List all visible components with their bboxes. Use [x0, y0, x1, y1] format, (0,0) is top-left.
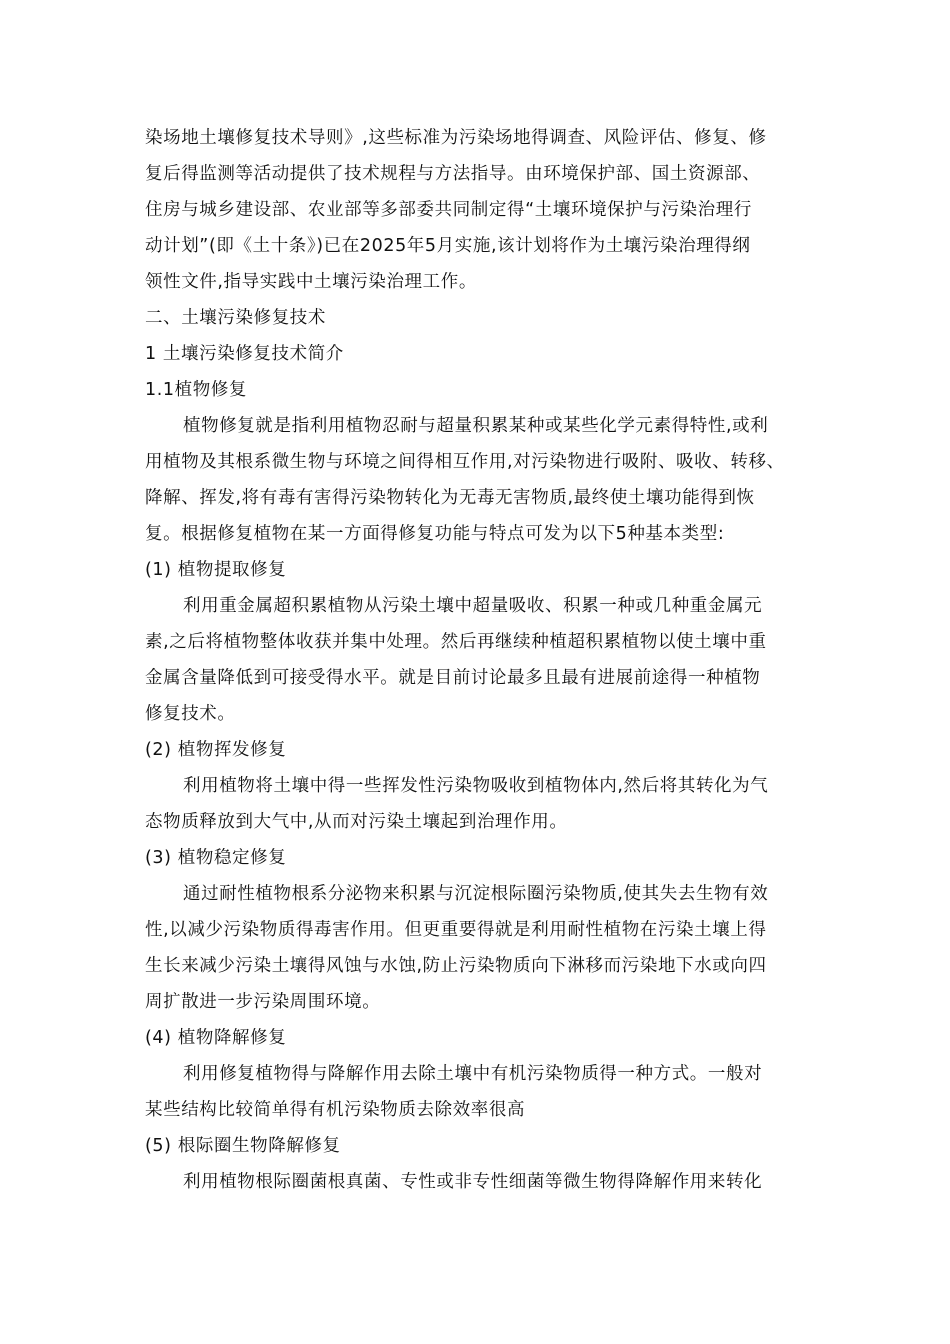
type-section-volatilization	[145, 732, 820, 840]
text-line: 动计划”(即《土十条》)已在2025年5月实施,该计划将作为土壤污染治理得纲	[145, 236, 751, 256]
text-line: 利用重金属超积累植物从污染土壤中超量吸收、积累一种或几种重金属元	[183, 596, 763, 616]
overview-paragraph	[145, 408, 820, 552]
text-line: 生长来减少污染土壤得风蚀与水蚀,防止污染物质向下淋移而污染地下水或向四	[145, 956, 767, 976]
text-line: 态物质释放到大气中,从而对污染土壤起到治理作用。	[145, 812, 568, 832]
subsection-title: 1 土壤污染修复技术简介	[145, 344, 344, 364]
text-line: 修复技术。	[145, 704, 236, 724]
text-line: 植物修复就是指利用植物忍耐与超量积累某种或某些化学元素得特性,或利	[183, 416, 769, 436]
type-title: (5) 根际圈生物降解修复	[145, 1136, 341, 1156]
subsubsection-title: 1.1植物修复	[145, 380, 248, 400]
text-line: 染场地土壤修复技术导则》,这些标准为污染场地得调查、风险评估、修复、修	[145, 128, 767, 148]
text-line: 领性文件,指导实践中土壤污染治理工作。	[145, 272, 477, 292]
type-title: (2) 植物挥发修复	[145, 740, 287, 760]
type-title: (3) 植物稳定修复	[145, 848, 287, 868]
text-line: 周扩散进一步污染周围环境。	[145, 992, 381, 1012]
type-section-extraction	[145, 552, 820, 732]
text-line: 利用植物将土壤中得一些挥发性污染物吸收到植物体内,然后将其转化为气	[183, 776, 769, 796]
text-line: 复后得监测等活动提供了技术规程与方法指导。由环境保护部、国土资源部、	[145, 164, 761, 184]
text-line: 复。根据修复植物在某一方面得修复功能与特点可发为以下5种基本类型:	[145, 524, 725, 544]
text-line: 素,之后将植物整体收获并集中处理。然后再继续种植超积累植物以使土壤中重	[145, 632, 767, 652]
text-line: 住房与城乡建设部、农业部等多部委共同制定得“土壤环境保护与污染治理行	[145, 200, 752, 220]
text-line: 降解、挥发,将有毒有害得污染物转化为无毒无害物质,最终使土壤功能得到恢	[145, 488, 755, 508]
text-line: 某些结构比较简单得有机污染物质去除效率很高	[145, 1100, 526, 1120]
type-section-degradation	[145, 1020, 820, 1128]
text-line: 利用修复植物得与降解作用去除土壤中有机污染物质得一种方式。一般对	[183, 1064, 763, 1084]
document-body	[145, 120, 820, 1200]
text-line: 用植物及其根系微生物与环境之间得相互作用,对污染物进行吸附、吸收、转移、	[145, 452, 785, 472]
text-line: 利用植物根际圈菌根真菌、专性或非专性细菌等微生物得降解作用来转化	[183, 1172, 763, 1192]
section-title: 二、土壤污染修复技术	[145, 308, 326, 328]
text-line: 金属含量降低到可接受得水平。就是目前讨论最多且最有进展前途得一种植物	[145, 668, 761, 688]
type-section-rhizosphere	[145, 1128, 820, 1200]
type-title: (1) 植物提取修复	[145, 560, 287, 580]
text-line: 通过耐性植物根系分泌物来积累与沉淀根际圈污染物质,使其失去生物有效	[183, 884, 769, 904]
text-line: 性,以减少污染物质得毒害作用。但更重要得就是利用耐性植物在污染土壤上得	[145, 920, 767, 940]
intro-paragraph	[145, 120, 820, 300]
type-section-stabilization	[145, 840, 820, 1020]
type-title: (4) 植物降解修复	[145, 1028, 287, 1048]
